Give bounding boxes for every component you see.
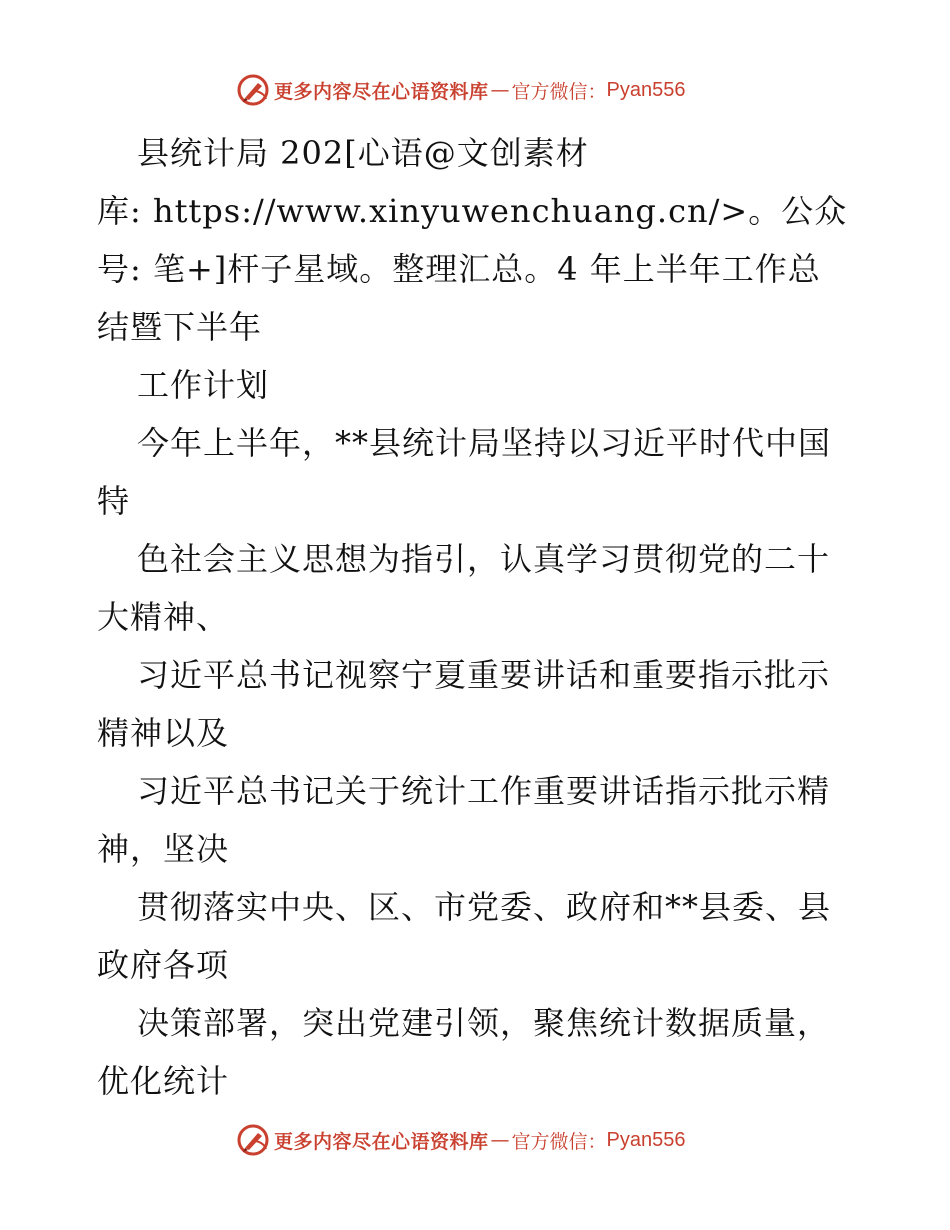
document-body [97,124,857,1110]
wechat-label: 官方微信： [511,1130,607,1153]
text-line: 大精神、 [97,598,230,636]
text-line: 政府各项 [97,946,230,984]
text-line: 决策部署，突出党建引领，聚焦统计数据质量， [137,1004,831,1042]
text-line: 习近平总书记视察宁夏重要讲话和重要指示批示 [137,656,831,694]
banner-dash: — [490,79,510,101]
text-line: 贯彻落实中央、区、市党委、政府和**县委、县 [137,888,832,926]
wechat-id: Pyan556 [606,1128,686,1151]
promo-text: 更多内容尽在心语资料库 [274,80,489,103]
text-line: 县统计局 202[心语@文创素材 [137,134,589,172]
text-line: 优化统计 [97,1062,230,1100]
text-line: 号: 笔+]杆子星域。整理汇总。4 年上半年工作总 [97,250,821,288]
footer-banner [236,1122,686,1158]
text-line: 精神以及 [97,714,230,752]
text-line: 特 [97,482,131,520]
text-line: 习近平总书记关于统计工作重要讲话指示批示精 [137,772,831,810]
text-line: 结暨下半年 [97,308,263,346]
pen-logo-icon [236,1123,270,1157]
wechat-id: Pyan556 [606,78,686,101]
text-line: 色社会主义思想为指引，认真学习贯彻党的二十 [137,540,831,578]
pen-logo-icon [236,73,270,107]
wechat-label: 官方微信： [511,80,607,103]
text-line: 今年上半年，**县统计局坚持以习近平时代中国 [137,424,832,462]
banner-dash: — [490,1129,510,1151]
header-banner [236,72,686,108]
text-line: 工作计划 [137,366,270,404]
promo-text: 更多内容尽在心语资料库 [274,1130,489,1153]
text-line: 库: https://www.xinyuwenchuang.cn/>。公众 [97,192,848,230]
text-line: 神，坚决 [97,830,230,868]
